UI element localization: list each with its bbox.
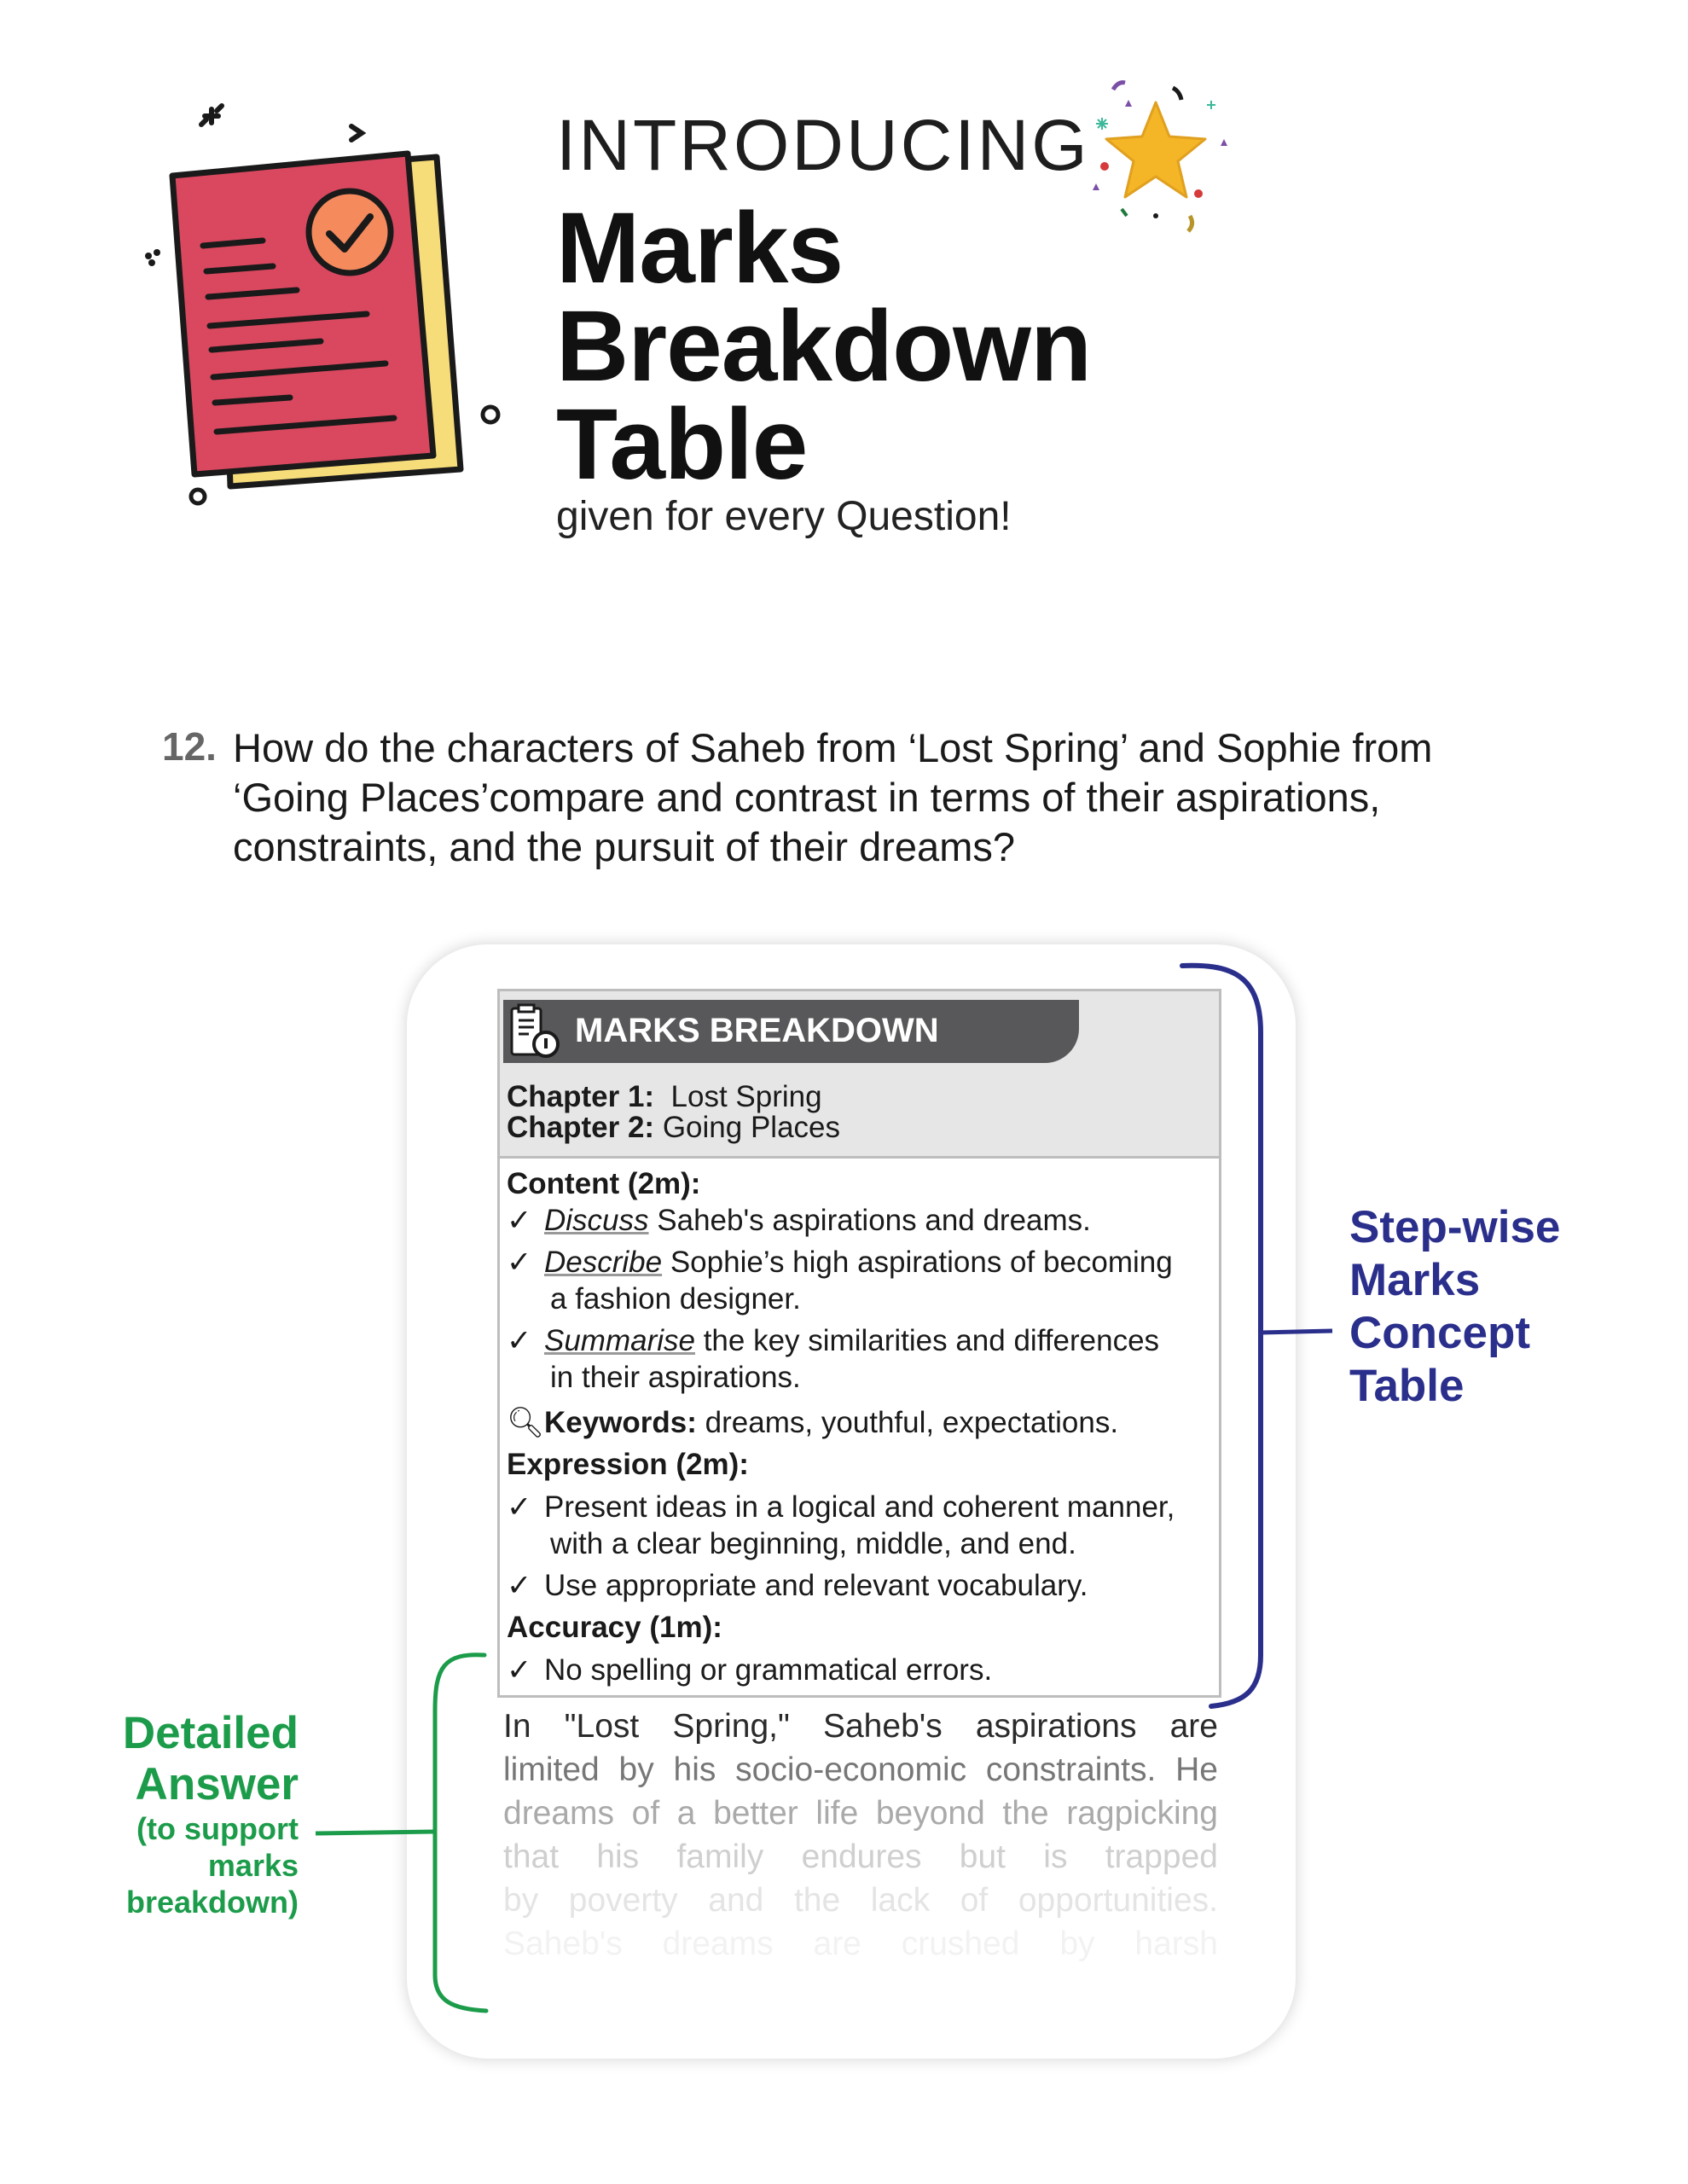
question-number: 12. [162,724,217,769]
answer-line-3: dreams of a better life beyond the ragpicking [503,1795,1218,1832]
expression-heading: Expression (2m): [507,1448,749,1481]
star-confetti-icon [1070,73,1241,235]
title-line-1: Marks [556,192,844,305]
content-item-3: ✓ Summarise the key similarities and differences [507,1324,1160,1357]
subtitle: given for every Question! [556,494,1012,539]
accuracy-item-1: ✓ No spelling or grammatical errors. [507,1653,993,1687]
expression-item-1: ✓ Present ideas in a logical and coherent manner, [507,1490,1175,1524]
clipboard-timer-icon [507,1002,566,1061]
chapter-1: Chapter 1: Lost Spring [507,1080,822,1113]
table-header-section [500,991,1219,1159]
content-item-3-cont: in their aspirations. [550,1361,801,1394]
content-heading: Content (2m): [507,1167,701,1200]
answer-line-2: limited by his socio-economic constraints. He [503,1751,1218,1788]
marks-breakdown-table [497,989,1221,1698]
question-text: How do the characters of Saheb from ‘Lost Spring’ and Sophie from ‘Going Places’compare and contrast in terms of their aspirations, constraints, and the pursuit of their dreams? [233,725,1433,869]
expression-item-1-cont: with a clear beginning, middle, and end. [550,1527,1076,1560]
answer-line-1: In "Lost Spring," Saheb's aspirations are [503,1708,1218,1745]
expression-item-2: ✓ Use appropriate and relevant vocabulary. [507,1569,1088,1602]
title-line-2: Breakdown [556,290,1092,403]
check-circle-icon [309,191,391,273]
check-icon: ✓ [507,1653,532,1687]
check-icon: ✓ [507,1246,532,1279]
detailed-answer-bracket [307,1642,495,2018]
content-item-2: ✓ Describe Sophie’s high aspirations of becoming [507,1246,1173,1279]
title-line-3: Table [556,388,808,501]
document-check-illustration [136,94,512,520]
stepwise-bracket [1169,956,1339,1723]
check-icon: ✓ [507,1204,532,1237]
check-icon: ✓ [507,1324,532,1357]
check-icon: ✓ [507,1490,532,1524]
content-item-1: ✓ Discuss Saheb's aspirations and dreams. [507,1204,1091,1237]
keywords-row: 🔍︎Keywords: dreams, youthful, expectations. [507,1406,1119,1439]
answer-line-5: by poverty and the lack of opportunities. [503,1882,1218,1919]
stepwise-label: Step-wise Marks Concept Table [1349,1202,1561,1411]
chapter-2: Chapter 2: Going Places [507,1111,840,1144]
answer-line-6: Saheb's dreams are crushed by harsh [503,1926,1218,1962]
answer-line-4: that his family endures but is trapped [503,1838,1218,1875]
marks-breakdown-header-bar [503,1000,1079,1063]
accuracy-heading: Accuracy (1m): [507,1611,722,1644]
marks-breakdown-heading: MARKS BREAKDOWN [575,1012,939,1049]
check-icon: ✓ [507,1569,532,1602]
detailed-answer-label: Detailed Answer (to support marks breakdown) [122,1708,299,1920]
keyword-search-icon: 🔍︎ [507,1406,545,1439]
intro-label: INTRODUCING [556,105,1090,185]
content-item-2-cont: a fashion designer. [550,1282,801,1316]
